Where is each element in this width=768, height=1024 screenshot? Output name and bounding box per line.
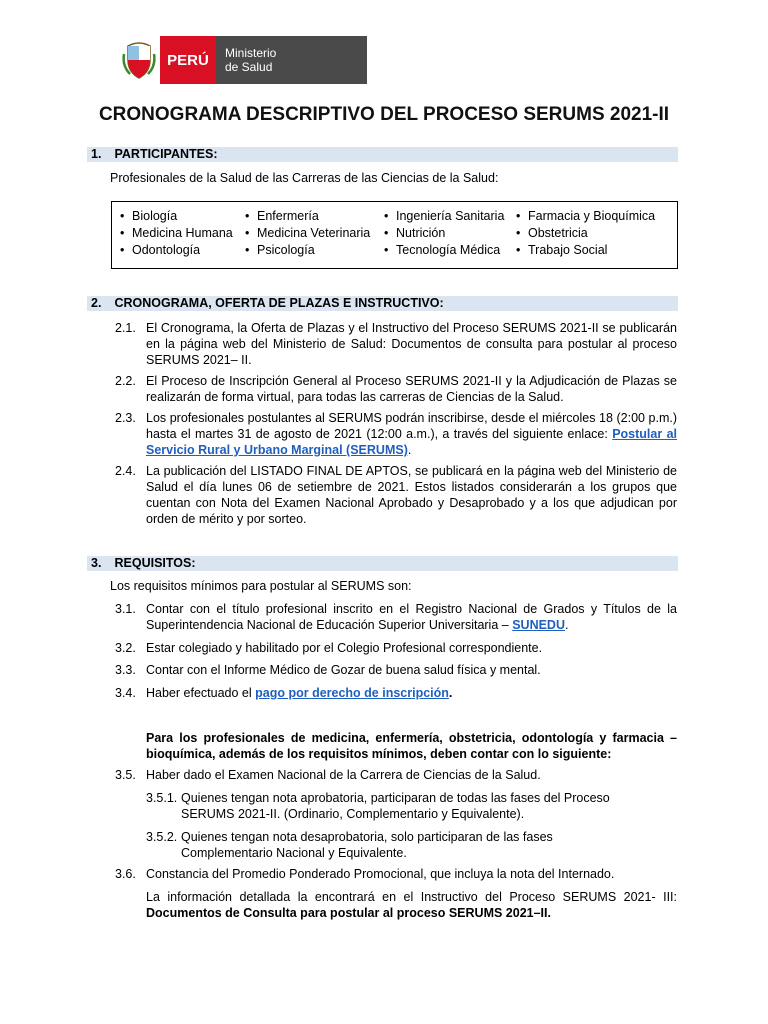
list-item: [115, 640, 677, 656]
item-text: La publicación del LISTADO FINAL DE APTOS, se publicará en la página web del Ministerio de Salud el día lunes 06 de setiembre de 2021. Estos listados considerarán a los grupos que cuentan con Nota del Examen Nacional Aprobado y Desaprobado y a los que adjudican por orden de mérito y por sorteo.: [146, 464, 677, 526]
payment-link[interactable]: pago por derecho de inscripción: [255, 686, 449, 700]
career-item: • Medicina Humana: [120, 225, 233, 242]
item-number: 3.6.: [115, 867, 136, 881]
careers-column-1: [120, 208, 233, 259]
ministry-label: [216, 36, 367, 84]
section-3-title: REQUISITOS:: [114, 556, 196, 570]
list-item: [115, 866, 677, 882]
item-number: 2.3.: [115, 411, 136, 425]
career-item: • Farmacia y Bioquímica: [516, 208, 655, 225]
item-number: 2.2.: [115, 374, 136, 388]
item-number: 3.1.: [115, 602, 136, 616]
list-item: [115, 410, 677, 458]
careers-box: [111, 201, 678, 269]
item-text-end: .: [448, 686, 453, 700]
item-number: 3.2.: [115, 641, 136, 655]
section-3-heading: [87, 556, 678, 571]
careers-column-3: [384, 208, 504, 259]
list-item: [115, 685, 677, 701]
item-number: 3.3.: [115, 663, 136, 677]
sub-item-text: Quienes tengan nota aprobatoria, participaran de todas las fases del Proceso SERUMS 2021-II. (Ordinario, Complementario y Equivalente).: [181, 791, 610, 821]
list-item: [115, 662, 677, 678]
list-item: [115, 463, 677, 527]
item-text-end: .: [407, 443, 412, 457]
section-1-title: PARTICIPANTES:: [114, 147, 218, 161]
item-text: Estar colegiado y habilitado por el Colegio Profesional correspondiente.: [146, 641, 543, 655]
careers-column-4: [516, 208, 655, 259]
serums-link[interactable]: Postular al Servicio Rural y Urbano Marginal (SERUMS): [146, 427, 677, 457]
section-3-number: 3.: [91, 556, 102, 570]
item-number: 3.4.: [115, 686, 136, 700]
document-title: CRONOGRAMA DESCRIPTIVO DEL PROCESO SERUMS 2021-II: [98, 104, 670, 125]
career-item: • Obstetricia: [516, 225, 655, 242]
item-text: El Proceso de Inscripción General al Proceso SERUMS 2021-II y la Adjudicación de Plazas se realizarán de forma virtual, para todas las carreras de Ciencias de la Salud.: [146, 374, 677, 404]
item-number: 2.4.: [115, 464, 136, 478]
final-text: La información detallada la encontrará en el Instructivo del Proceso SERUMS 2021- III:: [146, 890, 677, 904]
sub-item-number: 3.5.2.: [146, 830, 178, 844]
career-item: • Psicología: [245, 242, 370, 259]
item-text: Contar con el Informe Médico de Gozar de buena salud física y mental.: [146, 663, 541, 677]
item-text-container: [146, 685, 677, 701]
item-text-container: [146, 410, 677, 458]
sub-list-item: [146, 829, 646, 861]
item-number: 3.5.: [115, 768, 136, 782]
career-item: • Enfermería: [245, 208, 370, 225]
list-item: [115, 373, 677, 405]
section-2-title: CRONOGRAMA, OFERTA DE PLAZAS E INSTRUCTIVO:: [114, 296, 444, 310]
bold-note: Para los profesionales de medicina, enfermería, obstetricia, odontología y farmacia – bioquímica, además de los requisitos mínimos, deben contar con lo siguiente:: [146, 731, 677, 761]
sunedu-link[interactable]: SUNEDU: [512, 618, 565, 632]
coat-of-arms-icon: [117, 36, 160, 84]
list-item: [115, 320, 677, 368]
item-text-end: .: [565, 618, 569, 632]
list-item: [115, 601, 677, 633]
final-paragraph: [146, 889, 677, 921]
item-text-container: [146, 601, 677, 633]
item-text: Haber efectuado el: [146, 686, 252, 700]
ministry-line1: Ministerio: [225, 46, 277, 60]
section-1-intro: Profesionales de la Salud de las Carreras de las Ciencias de la Salud:: [110, 171, 499, 185]
final-bold-text: Documentos de Consulta para postular al proceso SERUMS 2021–II.: [146, 906, 551, 920]
ministry-line2: de Salud: [225, 60, 273, 74]
career-item: • Ingeniería Sanitaria: [384, 208, 504, 225]
career-item: • Biología: [120, 208, 233, 225]
item-number: 2.1.: [115, 321, 136, 335]
career-item: • Odontología: [120, 242, 233, 259]
item-text: Constancia del Promedio Ponderado Promocional, que incluya la nota del Internado.: [146, 867, 615, 881]
section-2-number: 2.: [91, 296, 102, 310]
section-1-heading: [87, 147, 678, 162]
peru-label: PERÚ: [160, 36, 216, 84]
item-text: Haber dado el Examen Nacional de la Carrera de Ciencias de la Salud.: [146, 768, 541, 782]
career-item: • Trabajo Social: [516, 242, 655, 259]
section-1-number: 1.: [91, 147, 102, 161]
item-text: Los profesionales postulantes al SERUMS podrán inscribirse, desde el miércoles 18 (2:00 p.m.) hasta el martes 31 de agosto de 2021 (12:00 a.m.), a través del siguiente enlace:: [146, 411, 677, 441]
careers-column-2: [245, 208, 370, 259]
item-text: El Cronograma, la Oferta de Plazas y el Instructivo del Proceso SERUMS 2021-II se publicarán en la página web del Ministerio de Salud: Documentos de consulta para postular al proceso SERUMS 2021– II.: [146, 321, 677, 367]
sub-list-item: [146, 790, 646, 822]
sub-item-text: Quienes tengan nota desaprobatoria, solo participaran de las fases Complementario Nacional y Equivalente.: [181, 830, 553, 860]
sub-item-number: 3.5.1.: [146, 791, 178, 805]
career-item: • Nutrición: [384, 225, 504, 242]
list-item: [115, 767, 677, 783]
item-text: Contar con el título profesional inscrito en el Registro Nacional de Grados y Títulos de la Superintendencia Nacional de Educación Superior Universitaria –: [146, 602, 677, 632]
section-3-intro: Los requisitos mínimos para postular al SERUMS son:: [110, 579, 412, 593]
minsa-logo: [117, 36, 367, 84]
section-2-heading: [87, 296, 678, 311]
career-item: • Tecnología Médica: [384, 242, 504, 259]
career-item: • Medicina Veterinaria: [245, 225, 370, 242]
